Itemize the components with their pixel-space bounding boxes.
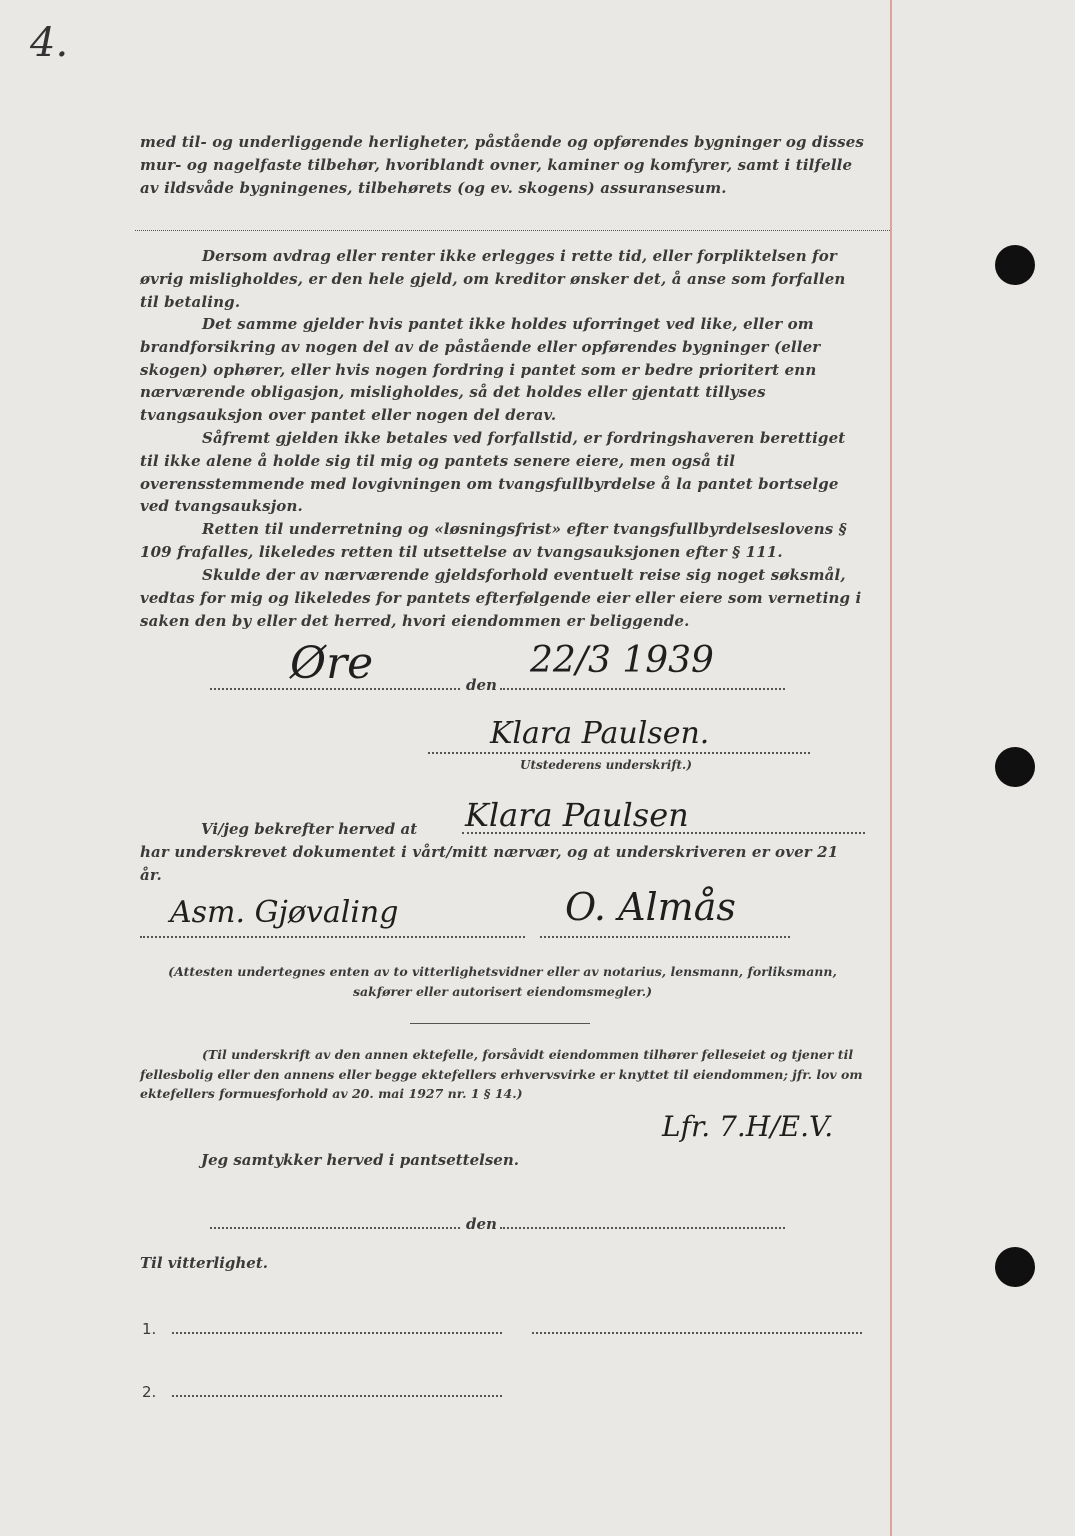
issuer-signature-line (428, 752, 810, 754)
spouse-note: (Til underskrift av den annen ektefelle, forsåvidt eiendommen tilhører felleseiet og tjener til fellesbolig eller den annens eller begge ektefellers erhvervsvirke er knyttet til eiendommen; jfr. lov om ektefellers formuesforhold av 20. mai 1927 nr. 1 § 14.) (140, 1047, 863, 1101)
witness1-line (140, 936, 525, 938)
witness-line-1b (532, 1332, 862, 1334)
den-label-2: den (466, 1215, 497, 1233)
witness2-line (540, 936, 790, 938)
margin-note-handwritten: Lfr. 7.H/E.V. (662, 1110, 834, 1143)
paragraph-same: Det samme gjelder hvis pantet ikke holdes uforringet ved like, eller om brandforsikring av nogen del av de påstående eller opførendes bygninger (eller skogen) ophører, eller hvis nogen fordring i pantet som er bedre prioritert enn nærværende obligasjon, misligholdes, så det holdes eller gjentatt tillyses tvangsauksjon over pantet eller nogen del derav. (140, 315, 821, 425)
witness-line-number-1: 1. (142, 1320, 157, 1338)
issuer-signature: Klara Paulsen. (490, 716, 710, 751)
section-rule (410, 1023, 590, 1024)
date-handwritten: 22/3 1939 (530, 640, 714, 681)
witness-line-number-2: 2. (142, 1383, 157, 1401)
paragraph-forfall: Såfremt gjelden ikke betales ved forfallstid, er fordringshaveren berettiget til ikke alene å holde sig til mig og pantets senere eiere, men også til overensstemmende med lovgivningen om tvangsfullbyrdelse å la pantet bortselge ved tvangsauksjon. (140, 429, 846, 516)
margin-rule (890, 0, 892, 1536)
consent-text: Jeg samtykker herved i pantsettelsen. (201, 1151, 519, 1169)
paragraph-default: Dersom avdrag eller renter ikke erlegges i rette tid, eller forpliktelsen for øvrig misligholdes, er den hele gjeld, om kreditor ønsker det, å anse som forfallen til betaling. (140, 247, 846, 311)
punch-hole-middle (995, 747, 1035, 787)
consent-place-line (210, 1227, 460, 1229)
witness1-signature: Asm. Gjøvaling (170, 895, 399, 930)
vitterlighet-label: Til vitterlighet. (140, 1254, 268, 1272)
confirm-rest: har underskrevet dokumentet i vårt/mitt nærvær, og at underskriveren er over 21 år. (140, 843, 839, 884)
confirm-prefix: Vi/jeg bekrefter herved at (201, 820, 418, 838)
issuer-caption: Utstederens underskrift.) (520, 758, 692, 772)
paragraph-property: med til- og underliggende herligheter, påstående og opførendes bygninger og disses mur- og nagelfaste tilbehør, hvoriblandt ovner, kaminer og komfyrer, samt i tilfelle av ildsvåde bygningenes, tilbehørets (og ev. skogens) assuransesum. (140, 133, 865, 197)
paragraph-retten: Retten til underretning og «løsningsfrist» efter tvangsfullbyrdelseslovens § 109 frafalles, likeledes retten til utsettelse av tvangsauksjonen efter § 111. (140, 520, 847, 561)
punch-hole-bottom (995, 1247, 1035, 1287)
den-label: den (466, 676, 497, 694)
paragraph-verneting: Skulde der av nærværende gjeldsforhold eventuelt reise sig noget søksmål, vedtas for mig og likeledes for pantets efterfølgende eier eller eiere som verneting i saken den by eller det herred, hvori eiendommen er beliggende. (140, 566, 862, 630)
place-handwritten: Øre (290, 638, 374, 689)
witness-line-1a (172, 1332, 502, 1334)
consent-date-line (500, 1227, 785, 1229)
witness2-signature: O. Almås (565, 885, 736, 929)
dotted-separator (135, 230, 890, 231)
attest-note: (Attesten undertegnes enten av to vitterlighetsvidner eller av notarius, lensmann, forliksmann, sakfører eller autorisert eiendomsmegler.) (168, 964, 837, 999)
page-number: 4. (30, 20, 69, 66)
punch-hole-top (995, 245, 1035, 285)
witness-line-2a (172, 1395, 502, 1397)
date-line (500, 688, 785, 690)
confirm-name-handwritten: Klara Paulsen (465, 796, 689, 834)
